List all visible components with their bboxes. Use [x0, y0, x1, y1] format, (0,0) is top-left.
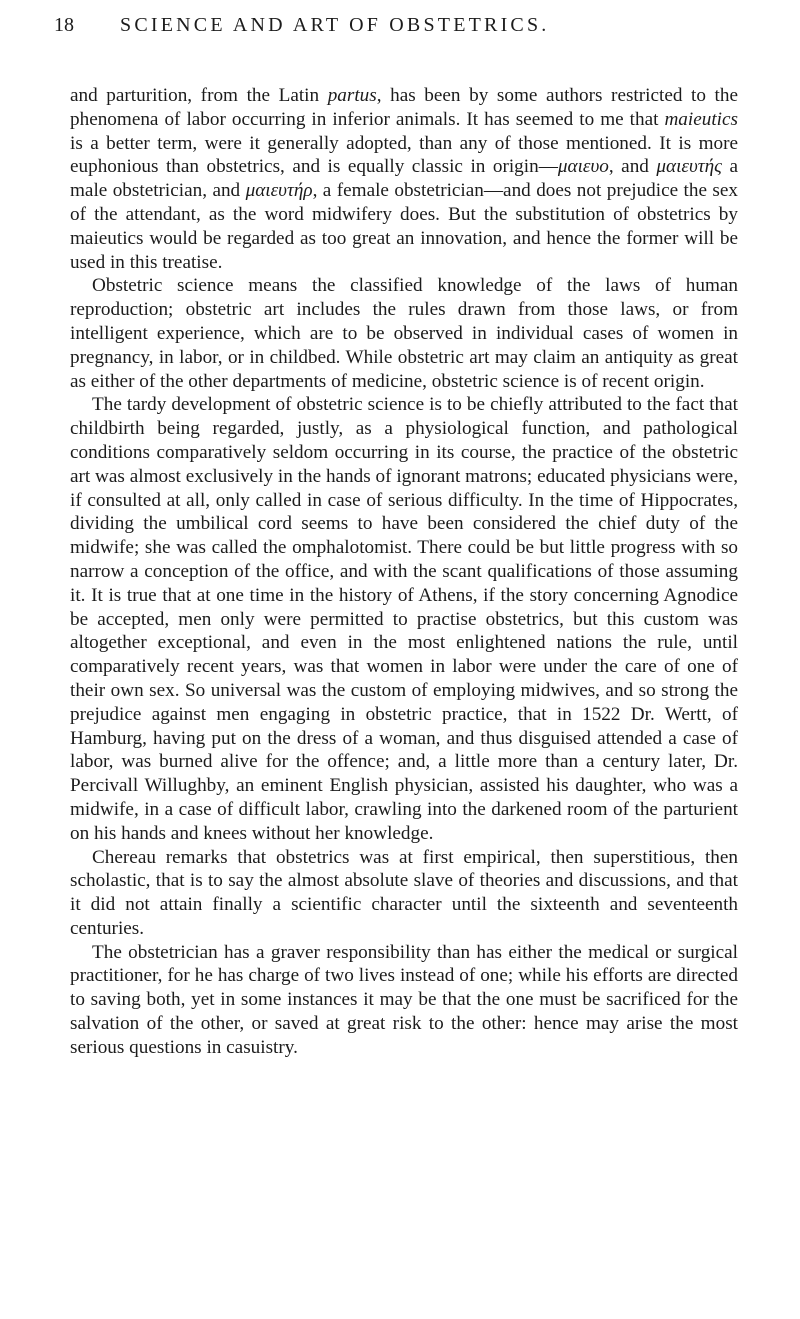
greek-term: μαιευτής — [656, 156, 722, 178]
text-run: and parturition, from the Latin — [70, 85, 328, 106]
text-run: is a better term, were it generally adopted, than any of those mentioned. It is more euphonious than obstetrics, and is equally classic in origin— — [70, 132, 738, 178]
text-run: , and — [608, 156, 657, 178]
running-head — [54, 14, 738, 62]
running-title: SCIENCE AND ART OF OBSTETRICS. — [120, 14, 550, 36]
body-text — [70, 84, 738, 1060]
greek-term: μαιευο — [557, 156, 609, 178]
book-page — [54, 14, 738, 1060]
page-number: 18 — [54, 14, 74, 36]
paragraph-definition: Obstetric science means the classified knowledge of the laws of human reproduction; obstetric art includes the rules drawn from those laws, or from intelligent experience, which are to be observed in individual cases of women in pregnancy, in labor, or in childbed. While obstetric art may claim an antiquity as great as either of the other departments of medicine, obstetric science is of recent origin. — [70, 275, 738, 392]
greek-term: μαιευτήρ — [245, 180, 313, 202]
paragraph-history: The tardy development of obstetric science is to be chiefly attributed to the fact that childbirth being regarded, justly, as a physiological function, and pathological conditions comparatively seldom occurring in its course, the practice of the obstetric art was almost exclusively in the hands of ignorant matrons; educated physicians were, if consulted at all, only called in case of serious difficulty. In the time of Hippocrates, dividing the umbilical cord seems to have been considered the chief duty of the midwife; she was called the omphalotomist. There could be but little progress with so narrow a conception of the office, and with the scant qualifications of those assuming it. It is true that at one time in the history of Athens, if the story concerning Agnodice be accepted, men only were permitted to practise obstetrics, but this custom was altogether exceptional, and even in the most enlightened nations the rule, until comparatively recent years, was that women in labor were under the care of one of their own sex. So universal was the custom of employing midwives, and so strong the prejudice against men engaging in obstetric practice, that in 1522 Dr. Wertt, of Hamburg, having put on the dress of a woman, and thus disguised attended a case of labor, was burned alive for the offence; and, a little more than a century later, Dr. Percivall Willughby, an eminent English physician, assisted his daughter, who was a midwife, in a case of difficult labor, crawling into the darkened room of the parturient on his hands and knees without her knowledge. — [70, 394, 738, 844]
paragraph-continued — [70, 84, 738, 274]
paragraph-chereau: Chereau remarks that obstetrics was at first empirical, then superstitious, then scholastic, that is to say the almost absolute slave of theories and discussions, and that it did not attain finally a scientific character until the sixteenth and seventeenth centuries. — [70, 846, 738, 939]
paragraph-responsibility: The obstetrician has a graver responsibility than has either the medical or surgical practitioner, for he has charge of two lives instead of one; while his efforts are directed to saving both, yet in some instances it may be that the one must be sacrificed for the salvation of the other, or saved at great risk to the other: hence may arise the most serious questions in casuistry. — [70, 941, 738, 1058]
text-run: , has been by some authors restricted to the phenomena of labor occurring in inferior animals. It has seemed to me that — [70, 85, 738, 130]
italic-term: maieutics — [664, 108, 738, 130]
text-run: , a female obstetrician—and does not prejudice the sex of the attendant, as the word midwifery does. But the substitution of obstetrics by maieutics would be regarded as too great an innovation, and hence the former will be used in this treatise. — [70, 180, 738, 273]
text-run: a male obstetrician, and — [70, 156, 738, 202]
italic-term: partus — [327, 85, 377, 106]
